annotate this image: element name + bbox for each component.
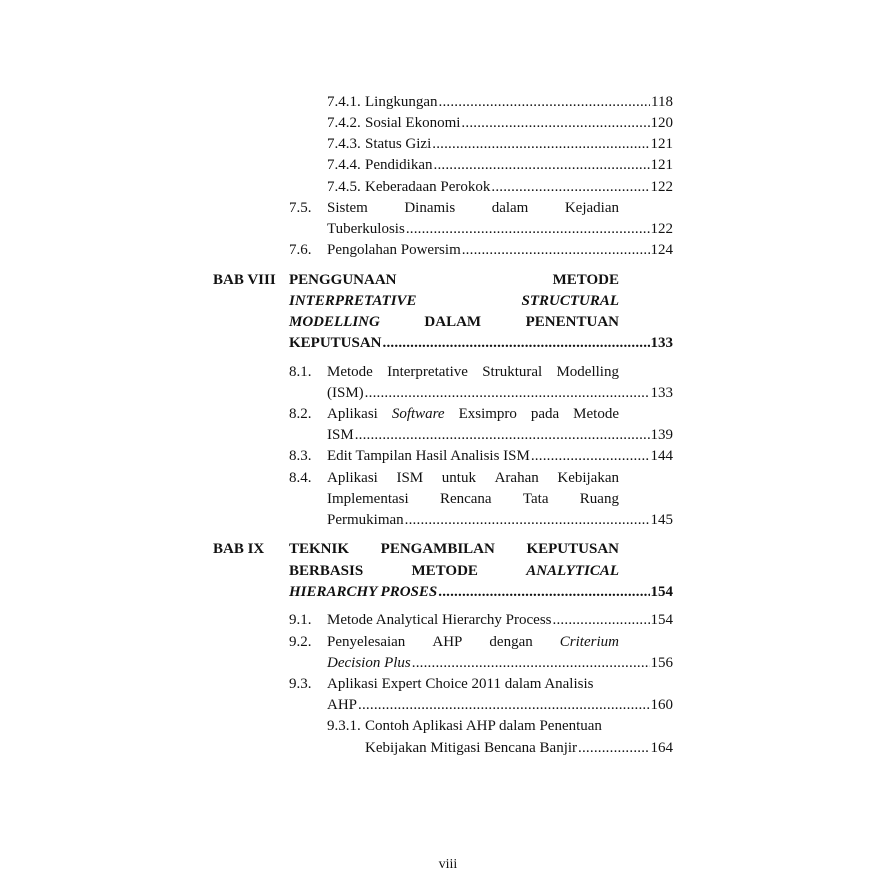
toc-title: KEPUTUSAN <box>289 335 382 351</box>
chapter-label: BAB VIII <box>213 272 276 288</box>
toc-page: 154 <box>650 584 673 600</box>
toc-entry-line1[interactable] <box>327 468 619 489</box>
toc-entry[interactable] <box>365 738 673 759</box>
page-number-footer: viii <box>438 857 458 872</box>
toc-page: 154 <box>650 612 673 628</box>
toc-entry[interactable] <box>365 92 673 113</box>
toc-entry[interactable] <box>327 510 673 531</box>
word: Metode <box>327 364 373 380</box>
toc-page: 122 <box>650 179 673 195</box>
toc-entry-line2[interactable] <box>327 489 619 510</box>
toc-title: Metode Analytical Hierarchy Process <box>327 612 552 628</box>
word: DALAM <box>424 314 482 330</box>
toc-entry[interactable] <box>327 446 673 467</box>
toc-page: 139 <box>650 427 673 443</box>
leader-dots <box>432 134 649 155</box>
word: ISM <box>396 470 424 486</box>
toc-title: Keberadaan Perokok <box>365 179 491 195</box>
word: Kejadian <box>564 200 619 216</box>
leader-dots <box>462 240 650 261</box>
leader-dots <box>461 113 649 134</box>
word: Modelling <box>556 364 619 380</box>
word: Struktural <box>482 364 543 380</box>
toc-entry-line1[interactable] <box>327 198 619 219</box>
chapter-title-line[interactable] <box>289 539 619 560</box>
toc-number: 7.4.3. <box>327 136 361 152</box>
toc-title: Sosial Ekonomi <box>365 115 461 131</box>
toc-page: 133 <box>650 335 673 351</box>
toc-number: 9.3.1. <box>327 718 361 734</box>
toc-title: ISM <box>327 427 354 443</box>
word: Aplikasi <box>327 470 378 486</box>
leader-dots <box>531 446 650 467</box>
word: PENGGUNAAN <box>289 272 397 288</box>
toc-entry[interactable] <box>327 383 673 404</box>
leader-dots <box>358 695 649 716</box>
word: PENGAMBILAN <box>380 541 495 557</box>
word: STRUCTURAL <box>521 293 619 309</box>
toc-entry-line1[interactable] <box>327 404 619 425</box>
toc-page: 121 <box>650 157 673 173</box>
toc-number: 7.5. <box>289 200 312 216</box>
toc-title: Edit Tampilan Hasil Analisis ISM <box>327 448 530 464</box>
leader-dots <box>383 333 650 354</box>
toc-title: (ISM) <box>327 385 364 401</box>
toc-title: Decision Plus <box>327 655 411 671</box>
toc-page: 120 <box>650 115 673 131</box>
leader-dots <box>434 155 650 176</box>
toc-title: Status Gizi <box>365 136 432 152</box>
toc-title: Permukiman <box>327 512 404 528</box>
toc-entry-line1[interactable] <box>327 674 619 695</box>
chapter-title-line[interactable] <box>289 312 619 333</box>
toc-title: Aplikasi Expert Choice 2011 dalam Analisis <box>327 676 594 692</box>
chapter-title-line[interactable] <box>289 270 619 291</box>
toc-page: 118 <box>651 94 673 110</box>
toc-title: HIERARCHY PROSES <box>289 584 438 600</box>
word: Aplikasi <box>327 406 378 422</box>
leader-dots <box>406 219 650 240</box>
toc-entry-line1[interactable] <box>365 716 619 737</box>
word: Interpretative <box>387 364 468 380</box>
leader-dots <box>491 177 649 198</box>
word: METODE <box>552 272 619 288</box>
toc-page: 124 <box>650 242 673 258</box>
toc-number: 7.4.5. <box>327 179 361 195</box>
word: Criterium <box>559 634 619 650</box>
toc-entry[interactable] <box>365 113 673 134</box>
toc-title: Pendidikan <box>365 157 433 173</box>
toc-number: 7.4.4. <box>327 157 361 173</box>
toc-page: 122 <box>650 221 673 237</box>
word: ANALYTICAL <box>526 563 619 579</box>
toc-entry[interactable] <box>365 177 673 198</box>
word: pada <box>530 406 560 422</box>
word: TEKNIK <box>289 541 350 557</box>
toc-page: 145 <box>650 512 673 528</box>
word: Metode <box>573 406 619 422</box>
chapter-label: BAB IX <box>213 541 265 557</box>
leader-dots <box>355 425 650 446</box>
toc-entry-line1[interactable] <box>327 362 619 383</box>
chapter-title-line[interactable] <box>289 291 619 312</box>
toc-title: AHP <box>327 697 358 713</box>
chapter-title-line[interactable] <box>289 561 619 582</box>
word: dalam <box>491 200 529 216</box>
leader-dots <box>438 582 649 603</box>
toc-page: 160 <box>650 697 673 713</box>
toc-page: 144 <box>650 448 673 464</box>
toc-number: 7.6. <box>289 242 312 258</box>
word: Penyelesaian <box>327 634 406 650</box>
toc-title: Kebijakan Mitigasi Bencana Banjir <box>365 740 578 756</box>
leader-dots <box>439 92 651 113</box>
word: Software <box>391 406 445 422</box>
toc-number: 7.4.1. <box>327 94 361 110</box>
toc-entry[interactable] <box>289 333 673 354</box>
leader-dots <box>553 610 650 631</box>
leader-dots <box>412 653 650 674</box>
toc-entry[interactable] <box>327 653 673 674</box>
toc-title: Pengolahan Powersim <box>327 242 461 258</box>
toc-entry[interactable] <box>365 155 673 176</box>
word: Rencana <box>439 491 492 507</box>
word: Kebijakan <box>557 470 619 486</box>
word: PENENTUAN <box>525 314 619 330</box>
word: METODE <box>411 563 478 579</box>
toc-entry[interactable] <box>327 610 673 631</box>
toc-entry[interactable] <box>327 425 673 446</box>
leader-dots <box>365 383 650 404</box>
toc-number: 7.4.2. <box>327 115 361 131</box>
toc-entry-line1[interactable] <box>327 632 619 653</box>
word: untuk <box>441 470 476 486</box>
toc-entry[interactable] <box>327 219 673 240</box>
toc-number: 9.2. <box>289 634 312 650</box>
toc-entry[interactable] <box>289 582 673 603</box>
word: Exsimpro <box>458 406 517 422</box>
leader-dots <box>405 510 650 531</box>
toc-number: 8.2. <box>289 406 312 422</box>
word: Tata <box>522 491 549 507</box>
word: Dinamis <box>404 200 456 216</box>
toc-number: 8.4. <box>289 470 312 486</box>
word: Ruang <box>579 491 619 507</box>
word: dengan <box>489 634 533 650</box>
toc-title: Tuberkulosis <box>327 221 405 237</box>
toc-number: 8.1. <box>289 364 312 380</box>
toc-entry[interactable] <box>327 240 673 261</box>
toc-page: 133 <box>650 385 673 401</box>
toc-title: Lingkungan <box>365 94 438 110</box>
word: INTERPRETATIVE <box>289 293 417 309</box>
toc-page: 164 <box>650 740 673 756</box>
toc-entry[interactable] <box>365 134 673 155</box>
toc-page: 156 <box>650 655 673 671</box>
word: KEPUTUSAN <box>526 541 619 557</box>
leader-dots <box>578 738 649 759</box>
toc-number: 8.3. <box>289 448 312 464</box>
toc-entry[interactable] <box>327 695 673 716</box>
word: AHP <box>432 634 463 650</box>
toc-page: 121 <box>650 136 673 152</box>
word: MODELLING <box>289 314 380 330</box>
toc-title: Contoh Aplikasi AHP dalam Penentuan <box>365 718 602 734</box>
word: Implementasi <box>327 491 409 507</box>
word: BERBASIS <box>289 563 364 579</box>
word: Sistem <box>327 200 368 216</box>
toc-number: 9.1. <box>289 612 312 628</box>
word: Arahan <box>494 470 539 486</box>
toc-number: 9.3. <box>289 676 312 692</box>
